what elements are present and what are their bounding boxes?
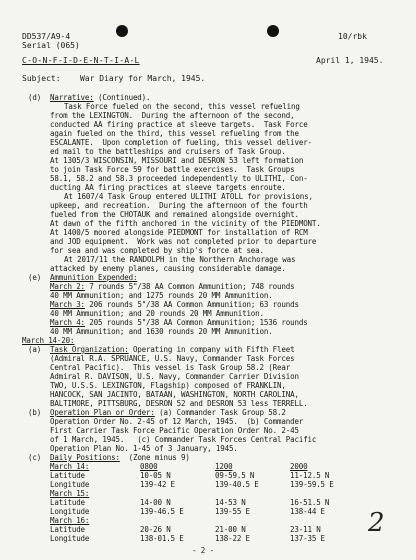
- task-org-line: (Admiral R.A. SPRUANCE, U.S. Navy, Commander Task Forces: [50, 354, 295, 363]
- classification-mark: C-O-N-F-I-D-E-N-T-I-A-L: [22, 56, 140, 65]
- position-cell: 138-01.5 E: [140, 534, 184, 543]
- ammunition-entry-cont: 40 MM Ammunition; and 1275 rounds 20 MM Ammunition.: [50, 291, 273, 300]
- narrative-line: again fueled on the third, this vessel refueling from the: [50, 129, 299, 138]
- position-cell: 137-35 E: [290, 534, 325, 543]
- narrative-line: Task Force fueled on the second, this vessel refueling: [64, 102, 300, 111]
- op-plan-line: Operation Plan or Order: (a) Commander Task Group 58.2: [50, 408, 286, 417]
- position-time: 2000: [290, 462, 308, 471]
- position-cell: 11-12.5 N: [290, 471, 330, 480]
- position-cell: 16-51.5 N: [290, 498, 330, 507]
- latitude-label: Latitude: [50, 525, 85, 534]
- ammunition-entry-cont: 40 MM Ammunition; and 20 rounds 20 MM Ammunition.: [50, 309, 264, 318]
- narrative-line: At 1607/4 Task Group entered ULITHI ATOLL for provisions,: [64, 192, 313, 201]
- position-cell: 23-11 N: [290, 525, 321, 534]
- position-cell: 20-26 N: [140, 525, 171, 534]
- ammunition-entry: March 3: 206 rounds 5"/38 AA Common Ammunition; 63 rounds: [50, 300, 299, 309]
- position-cell: 138-44 E: [290, 507, 325, 516]
- task-org-line: Central Pacific). This vessel is Task Group 58.2 (Rear: [50, 363, 291, 372]
- position-time: 1200: [215, 462, 233, 471]
- narrative-line: from the LEXINGTON. During the afternoon of the second,: [50, 111, 295, 120]
- narrative-line: ESCALANTE. Upon completion of fueling, this vessel deliver-: [50, 138, 312, 147]
- narrative-line: ducting AA firing practices at sleeve targets enroute.: [50, 183, 286, 192]
- position-cell: 138-22 E: [215, 534, 250, 543]
- op-plan-line: of 1 March, 1945. (c) Commander Task Forces Central Pacific: [50, 435, 317, 444]
- longitude-label: Longitude: [50, 507, 90, 516]
- positions-heading: Daily Positions: (Zone minus 9): [50, 453, 190, 462]
- subject-label: Subject:: [22, 74, 61, 83]
- punch-hole: [267, 25, 279, 37]
- position-cell: 10-05 N: [140, 471, 171, 480]
- narrative-line: attacked by enemy planes, causing considerable damage.: [50, 264, 286, 273]
- narrative-line: to join Task Force 59 for battle exercises. Task Groups: [50, 165, 295, 174]
- position-cell: 21-00 N: [215, 525, 246, 534]
- position-cell: 139-55 E: [215, 507, 250, 516]
- page-number: - 2 -: [192, 546, 214, 555]
- narrative-heading: Narrative: (Continued).: [50, 93, 151, 102]
- subject-text: War Diary for March, 1945.: [80, 74, 206, 83]
- narrative-line: At dawn of the fifth anchored in the vicinity of the PIEDMONT.: [50, 219, 321, 228]
- narrative-line: upkeep, and recreation. During the afternoon of the fourth: [50, 201, 308, 210]
- punch-hole: [116, 25, 128, 37]
- document-id: DD537/A9-4: [22, 32, 71, 41]
- position-cell: 14-00 N: [140, 498, 171, 507]
- longitude-label: Longitude: [50, 534, 90, 543]
- op-plan-line: Operation Order No. 2-45 of 12 March, 1945. (b) Commander: [50, 417, 304, 426]
- narrative-line: At 2017/11 the RANDOLPH in the Northern Anchorage was: [64, 255, 296, 264]
- position-cell: 14-53 N: [215, 498, 246, 507]
- typist-initials: 10/rbk: [338, 32, 367, 41]
- latitude-label: Latitude: [50, 498, 85, 507]
- position-cell: 139-42 E: [140, 480, 175, 489]
- op-plan-line: Operation Plan No. 1-45 of 3 January, 1945.: [50, 444, 238, 453]
- position-date: March 14:: [50, 462, 90, 471]
- latitude-label: Latitude: [50, 471, 85, 480]
- positions-label: (c): [28, 453, 42, 462]
- serial-number: Serial (065): [22, 41, 80, 50]
- op-plan-label: (b): [28, 408, 42, 417]
- document-date: April 1, 1945.: [316, 56, 384, 65]
- position-cell: 139-46.5 E: [140, 507, 184, 516]
- ammunition-entry: March 4: 205 rounds 5"/38 AA Common Ammunition; 1536 rounds: [50, 318, 308, 327]
- narrative-line: and JOD equipment. Work was not completed prior to departure: [50, 237, 317, 246]
- narrative-line: fueled from the CHOTAUK and remained alongside overnight.: [50, 210, 299, 219]
- task-org-line: BALTIMORE, PITTSBURG, DESRON 52 and DESRON 53 less TERRELL.: [50, 399, 308, 408]
- position-time: 0800: [140, 462, 158, 471]
- task-org-label: (a): [28, 345, 42, 354]
- position-cell: 139-59.5 E: [290, 480, 334, 489]
- longitude-label: Longitude: [50, 480, 90, 489]
- ammunition-entry: March 2: 7 rounds 5"/38 AA Common Ammunition; 748 rounds: [50, 282, 295, 291]
- handwritten-page-mark: 2: [368, 508, 385, 538]
- ammunition-heading: Ammunition Expended:: [50, 273, 138, 282]
- position-date: March 16:: [50, 516, 90, 525]
- narrative-line: conducted AA firing practice at sleeve targets. Task Force: [50, 120, 308, 129]
- position-cell: 09-59.5 N: [215, 471, 255, 480]
- ammunition-entry-cont: 40 MM Ammunition; and 1630 rounds 20 MM Ammunition.: [50, 327, 273, 336]
- narrative-label: (d): [28, 93, 42, 102]
- task-org-line: HANCOCK, SAN JACINTO, BATAAN, WASHINGTON, NORTH CAROLINA,: [50, 390, 299, 399]
- section-heading-march-14-20: March 14-20:: [22, 336, 75, 345]
- position-date: March 15:: [50, 489, 90, 498]
- narrative-line: for sea and was completed by ship's force at sea.: [50, 246, 264, 255]
- task-org-line: Task Organization: Operating in company with Fifth Fleet: [50, 345, 295, 354]
- ammunition-label: (e): [28, 273, 42, 282]
- task-org-line: Admiral R. DAVISON, U.S. Navy, Commander Carrier Division: [50, 372, 299, 381]
- narrative-line: At 1305/3 WISCONSIN, MISSOURI and DESRON 53 left formation: [50, 156, 304, 165]
- narrative-line: 58.1, 58.2 and 58.3 proceeded independently to ULITHI, Con-: [50, 174, 308, 183]
- narrative-line: ed mail to the battleships and cruisers of Task Group.: [50, 147, 286, 156]
- position-cell: 139-40.5 E: [215, 480, 259, 489]
- narrative-line: At 1400/5 moored alongside PIEDMONT for installation of RCM: [50, 228, 308, 237]
- op-plan-line: First Carrier Task Force Pacific Operation Order No. 2-45: [50, 426, 299, 435]
- task-org-line: TWO, U.S.S. LEXINGTON, Flagship) composed of FRANKLIN,: [50, 381, 286, 390]
